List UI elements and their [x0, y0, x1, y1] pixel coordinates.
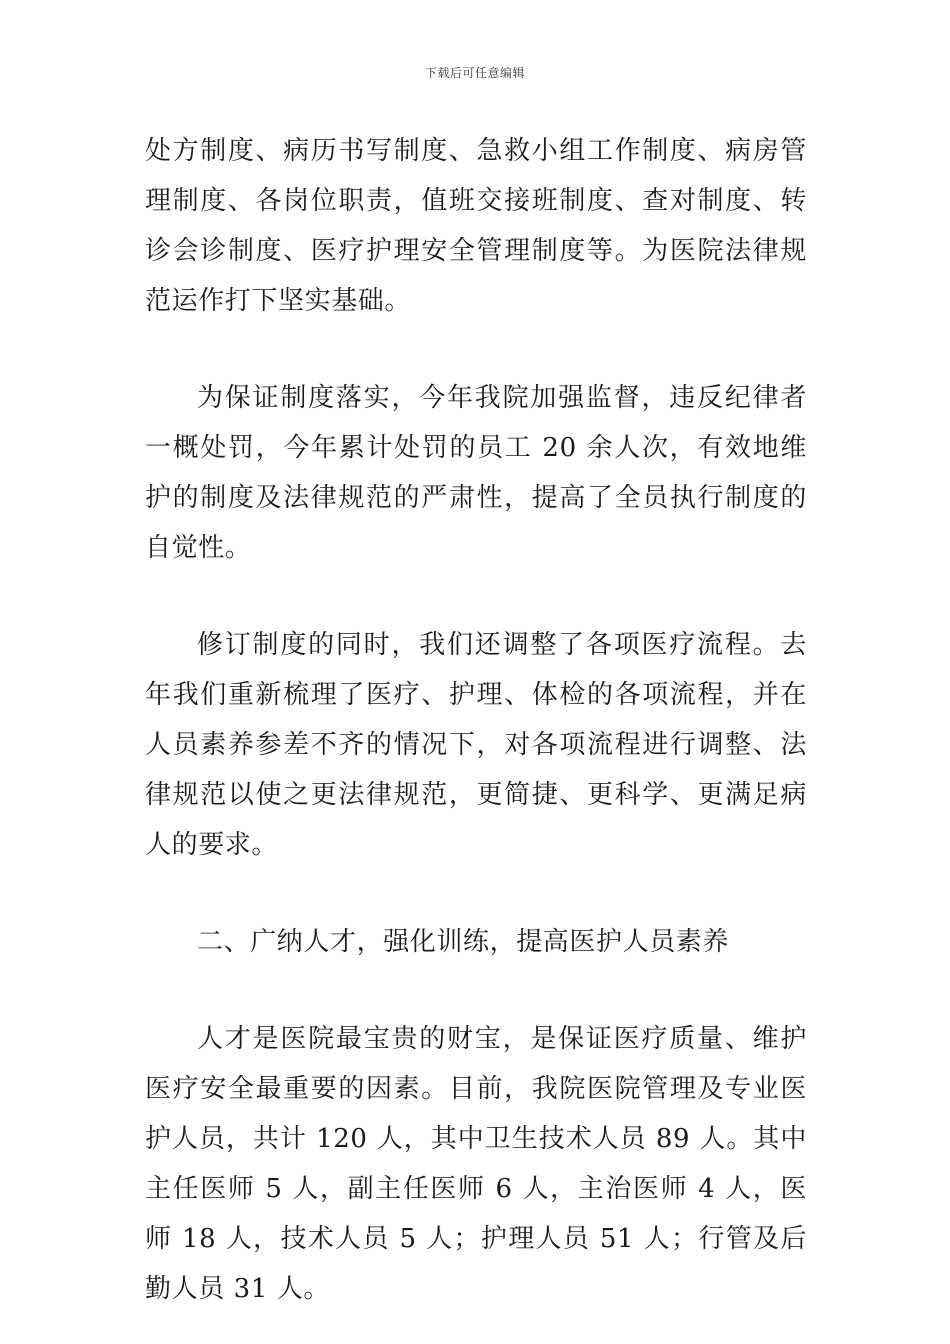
paragraph-process-adjustment: 修订制度的同时，我们还调整了各项医疗流程。去年我们重新梳理了医疗、护理、体检的各项流程，并在人员素养参差不齐的情况下，对各项流程进行调整、法律规范以使之更法律规范，更简捷、更科学、更满足病人的要求。	[145, 630, 807, 860]
section-heading: 二、广纳人才，强化训练，提高医护人员素养	[197, 927, 730, 957]
page-header: 下载后可任意编辑	[424, 66, 525, 80]
paragraph-enforcement: 为保证制度落实，今年我院加强监督，违反纪律者一概处罚，今年累计处罚的员工 20 余人次，有效地维护的制度及法律规范的严肃性，提高了全员执行制度的自觉性。	[145, 383, 807, 563]
paragraph-regulations-list: 处方制度、病历书写制度、急救小组工作制度、病房管理制度、各岗位职责，值班交接班制度、查对制度、转诊会诊制度、医疗护理安全管理制度等。为医院法律规范运作打下坚实基础。	[145, 136, 807, 316]
document-body	[145, 126, 807, 1314]
paragraph-staffing: 人才是医院最宝贵的财宝，是保证医疗质量、维护医疗安全最重要的因素。目前，我院医院管理及专业医护人员，共计 120 人，其中卫生技术人员 89 人。其中主任医师 5 人，副主任医师 6 人，主治医师 4 人，医师 18 人，技术人员 5 人；护理人员 51 人；行管及后勤人员 31 人。	[145, 1024, 807, 1304]
